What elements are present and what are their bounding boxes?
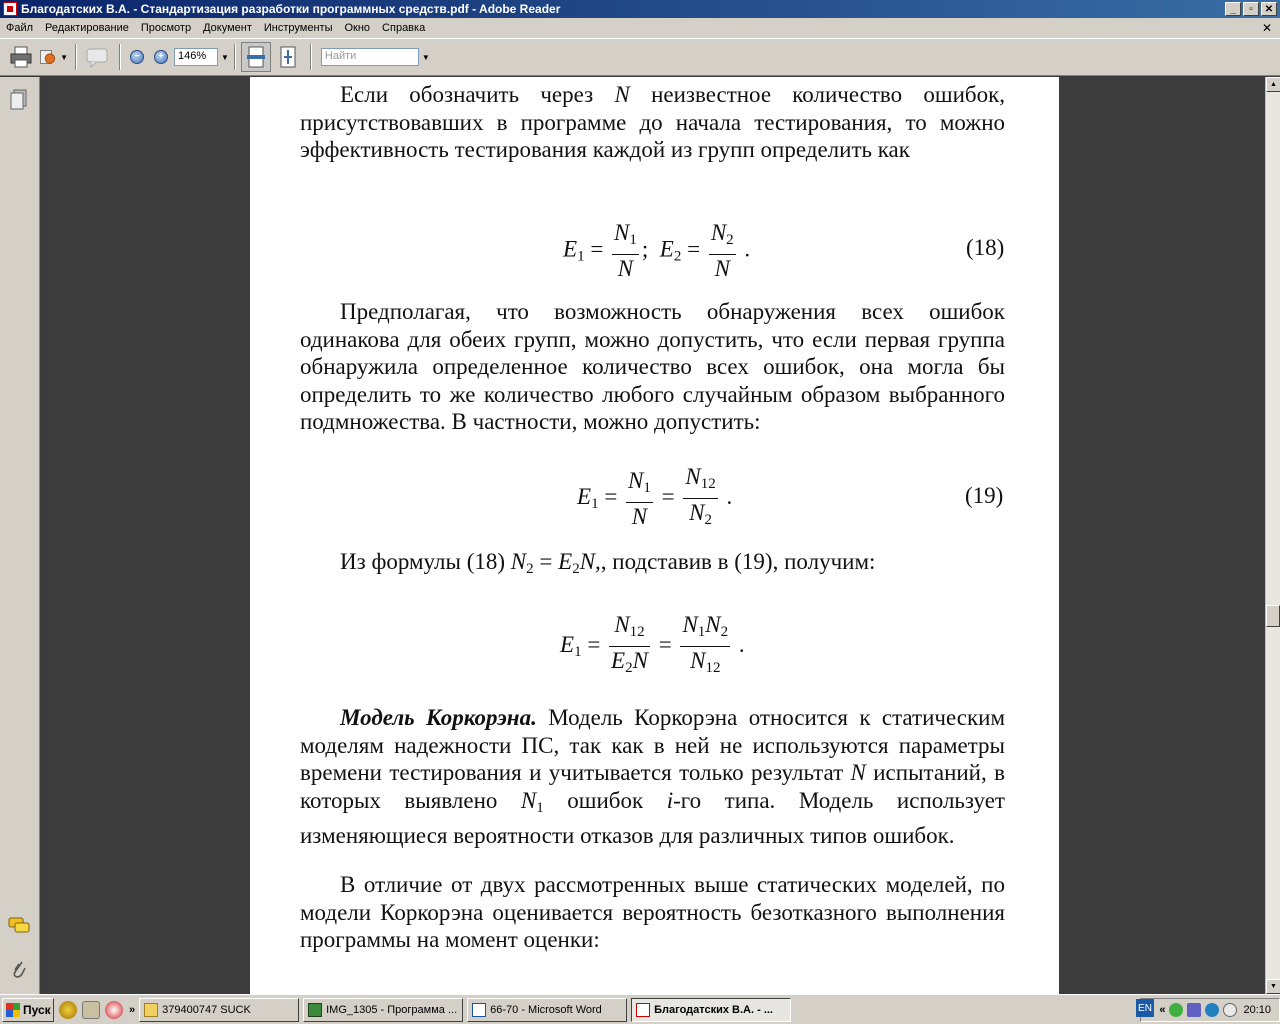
- zoom-dropdown-icon[interactable]: ▼: [221, 52, 229, 62]
- zoom-out-button[interactable]: [126, 42, 148, 72]
- fit-page-button[interactable]: [273, 42, 303, 72]
- quicklaunch-app-icon[interactable]: [59, 1001, 77, 1019]
- close-document-button[interactable]: ✕: [1261, 21, 1272, 35]
- navigation-pane: [0, 77, 40, 994]
- equation-number-18: (18): [966, 235, 1005, 260]
- paragraph-1: Если обозначить через N неизвестное количество ошибок, присутствовавших в программе до начала тестирования, то можно эффективность тестирования каждой из групп определить как: [300, 82, 1005, 162]
- tray-update-icon[interactable]: [1205, 1003, 1219, 1017]
- zoom-in-button[interactable]: [150, 42, 172, 72]
- document-view[interactable]: [41, 77, 1265, 994]
- task-word[interactable]: 66-70 - Microsoft Word: [467, 998, 627, 1022]
- print-button[interactable]: [6, 42, 36, 72]
- menu-edit[interactable]: Редактирование: [45, 22, 129, 34]
- tray-clock-icon: [1223, 1003, 1237, 1017]
- menu-tools[interactable]: Инструменты: [263, 22, 333, 34]
- fit-width-button[interactable]: [241, 42, 271, 72]
- quicklaunch-media-icon[interactable]: [82, 1001, 100, 1019]
- share-icon: [38, 46, 57, 68]
- close-button[interactable]: ✕: [1261, 2, 1277, 16]
- comments-panel-button[interactable]: [8, 915, 30, 937]
- comment-icon: [85, 46, 109, 68]
- toolbar-separator: [119, 44, 121, 70]
- menu-help[interactable]: Справка: [382, 22, 426, 34]
- print-icon: [9, 46, 33, 68]
- task-image-viewer[interactable]: IMG_1305 - Программа ...: [303, 998, 463, 1022]
- quicklaunch-chevron[interactable]: »: [129, 1003, 136, 1016]
- chevron-down-icon: ▼: [60, 52, 68, 62]
- paragraph-3: Из формулы (18) $N_2 = E_2N$,, подставив в (19), получим:: [340, 549, 876, 577]
- folder-icon: [144, 1003, 158, 1017]
- zoom-input[interactable]: 146%: [174, 48, 218, 66]
- image-icon: [308, 1003, 322, 1017]
- comments-icon: [8, 916, 30, 936]
- word-icon: [472, 1003, 486, 1017]
- paperclip-icon: [11, 957, 27, 979]
- zoom-out-icon: −: [130, 50, 144, 64]
- minimize-button[interactable]: _: [1225, 2, 1241, 16]
- menu-window[interactable]: Окно: [344, 22, 371, 34]
- pdf-page: [250, 77, 1059, 994]
- fit-page-icon: [278, 46, 298, 68]
- pages-panel-button[interactable]: [8, 89, 30, 111]
- equation-20: $E_1$ = $\frac{N_{12}}{E_2N}$ = $\frac{N_1N_2}{N_{12}}$ .: [560, 612, 745, 676]
- menu-file[interactable]: Файл: [6, 22, 34, 34]
- equation-number-19: (19): [965, 483, 1004, 508]
- equation-18: $E_1$ = $\frac{N_1}{N}$ ; $E_2$ = $\frac{N_2}{N}$ .: [563, 220, 751, 281]
- fit-width-icon: [246, 46, 266, 68]
- paragraph-2: Предполагая, что возможность обнаружения всех ошибок одинакова для обеих групп, можно допустить, что если первая группа обнаружила определенное количество всех ошибок, она могла бы определить то же количество любого случайным образом выбранного подмножества. В частности, можно допустить:: [300, 299, 1005, 434]
- review-button[interactable]: [82, 42, 112, 72]
- windows-logo-icon: [6, 1003, 20, 1017]
- toolbar-separator: [75, 44, 77, 70]
- find-input[interactable]: Найти: [321, 48, 419, 66]
- paragraph-5: В отличие от двух рассмотренных выше статических моделей, по модели Коркорэна оценивается вероятность безотказного выполнения программы на момент оценки:: [300, 872, 1005, 952]
- window-title: Благодатских В.А. - Стандартизация разработки программных средств.pdf - Adobe Reader: [21, 2, 561, 16]
- pages-icon: [10, 89, 28, 111]
- tray-expand-button[interactable]: «: [1159, 1003, 1166, 1016]
- restore-button[interactable]: ▫: [1243, 2, 1259, 16]
- pdf-icon: [636, 1003, 650, 1017]
- task-adobe-reader[interactable]: Благодатских В.А. - ...: [631, 998, 791, 1022]
- task-folder[interactable]: 379400747 SUCK: [139, 998, 299, 1022]
- toolbar-separator: [234, 44, 236, 70]
- system-tray: [1140, 998, 1280, 1022]
- share-button[interactable]: [38, 42, 68, 72]
- menu-document[interactable]: Документ: [203, 22, 252, 34]
- quicklaunch-opera-icon[interactable]: [105, 1001, 123, 1019]
- scroll-down-button[interactable]: ▼: [1266, 979, 1280, 994]
- menu-bar: [0, 18, 1280, 38]
- tray-antivirus-icon[interactable]: [1169, 1003, 1183, 1017]
- clock[interactable]: 20:10: [1243, 1003, 1271, 1016]
- zoom-in-icon: +: [154, 50, 168, 64]
- tray-network-icon[interactable]: [1187, 1003, 1201, 1017]
- menu-view[interactable]: Просмотр: [140, 22, 192, 34]
- scroll-thumb[interactable]: [1266, 605, 1280, 627]
- toolbar: [0, 38, 1280, 76]
- attachments-panel-button[interactable]: [8, 957, 30, 979]
- paragraph-4: Модель Коркорэна. Модель Коркорэна относится к статическим моделям надежности ПС, так как в ней не используются параметры времени тестирования и учитывается только результат N испытаний, в которых выявлено $N_1$ ошибок i-го типа. Модель использует изменяющиеся вероятности отказов для различных типов ошибок.: [300, 705, 1005, 848]
- equation-19: $E_1$ = $\frac{N_1}{N}$ = $\frac{N_{12}}{N_2}$ .: [577, 464, 733, 529]
- language-indicator[interactable]: EN: [1136, 999, 1154, 1017]
- toolbar-separator: [310, 44, 312, 70]
- scroll-up-button[interactable]: ▲: [1266, 77, 1280, 92]
- taskbar: [0, 994, 1280, 1024]
- find-dropdown-icon[interactable]: ▼: [421, 52, 430, 62]
- adobe-reader-icon: [3, 2, 17, 16]
- start-button[interactable]: Пуск: [2, 998, 54, 1022]
- title-bar: [0, 0, 1280, 18]
- vertical-scrollbar[interactable]: [1265, 77, 1280, 994]
